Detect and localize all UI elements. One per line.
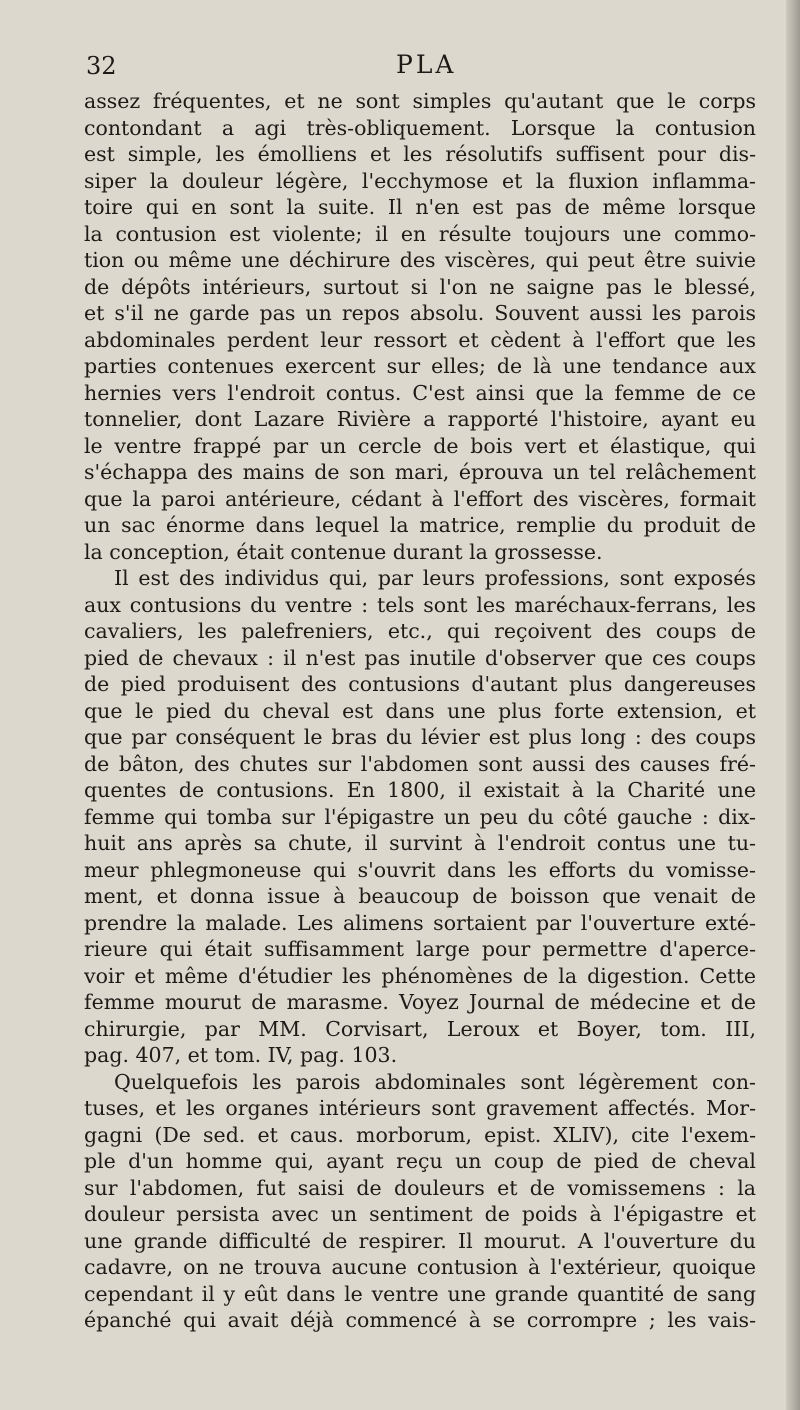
text-line: abdominales perdent leur ressort et cèdent à l'effort que les [84,327,756,352]
text-line: toire qui en sont la suite. Il n'en est pas de même lorsque [84,195,756,219]
text-line: tonnelier, dont Lazare Rivière a rapporté l'histoire, ayant eu [84,407,756,431]
text-line: s'échappa des mains de son mari, éprouva un tel relâchement [84,460,756,484]
text-line: huit ans après sa chute, il survint à l'endroit contus une tu- [84,831,756,855]
text-line: femme mourut de marasme. Voyez Journal de médecine et de [84,990,756,1014]
text-line: que la paroi antérieure, cédant à l'effort des viscères, formait [84,486,756,511]
text-line: que le pied du cheval est dans une plus forte extension, et [84,698,756,723]
paragraph-start-line: Il est des individus qui, par leurs professions, sont exposés [114,566,756,590]
text-line: de pied produisent des contusions d'autant plus dangereuses [84,672,756,696]
text-line: de bâton, des chutes sur l'abdomen sont aussi des causes fré- [84,751,756,776]
text-line: contondant a agi très-obliquement. Lorsque la contusion [84,115,756,140]
text-line: pied de chevaux : il n'est pas inutile d'observer que ces coups [84,645,756,670]
text-line: assez fréquentes, et ne sont simples qu'autant que le corps [84,89,756,113]
paragraph-end-line: pag. 407, et tom. IV, pag. 103. [84,1043,398,1067]
text-line: tion ou même une déchirure des viscères, qui peut être suivie [84,248,756,272]
text-line: cavaliers, les palefreniers, etc., qui reçoivent des coups de [84,619,756,643]
text-line: voir et même d'étudier les phénomènes de la digestion. Cette [84,963,756,988]
text-line: prendre la malade. Les alimens sortaient par l'ouverture exté- [84,910,756,935]
text-line: une grande difficulté de respirer. Il mourut. A l'ouverture du [84,1228,756,1253]
text-line: aux contusions du ventre : tels sont les maréchaux-ferrans, les [84,592,756,617]
page-header [86,48,756,88]
text-line: ple d'un homme qui, ayant reçu un coup de pied de cheval [84,1149,756,1173]
text-line: chirurgie, par MM. Corvisart, Leroux et Boyer, tom. III, [84,1016,756,1041]
text-line: douleur persista avec un sentiment de poids à l'épigastre et [84,1202,756,1226]
text-line: que par conséquent le bras du lévier est plus long : des coups [84,725,756,749]
text-line: et s'il ne garde pas un repos absolu. Souvent aussi les parois [84,301,756,325]
text-line: sur l'abdomen, fut saisi de douleurs et de vomissemens : la [84,1175,756,1200]
running-head: PLA [396,50,457,79]
text-line: femme qui tomba sur l'épigastre un peu du côté gauche : dix- [84,804,756,829]
text-line: cependant il y eût dans le ventre une grande quantité de sang [84,1281,756,1306]
text-line: hernies vers l'endroit contus. C'est ainsi que la femme de ce [84,380,756,405]
text-line: le ventre frappé par un cercle de bois vert et élastique, qui [84,433,756,458]
text-line: parties contenues exercent sur elles; de là une tendance aux [84,354,756,378]
paragraph-start-line: Quelquefois les parois abdominales sont légèrement con- [114,1069,756,1094]
text-line: siper la douleur légère, l'ecchymose et la fluxion inflamma- [84,168,756,193]
text-line: cadavre, on ne trouva aucune contusion à l'extérieur, quoique [84,1255,756,1279]
text-line: ment, et donna issue à beaucoup de boisson que venait de [84,884,756,908]
text-line: tuses, et les organes intérieurs sont gravement affectés. Mor- [84,1096,756,1120]
text-line: la contusion est violente; il en résulte toujours une commo- [84,221,756,246]
text-line: un sac énorme dans lequel la matrice, remplie du produit de [84,513,756,537]
paragraph-end-line: la conception, était contenue durant la grossesse. [84,539,603,564]
text-line: meur phlegmoneuse qui s'ouvrit dans les efforts du vomisse- [84,857,756,882]
text-line: rieure qui était suffisamment large pour permettre d'aperce- [84,937,756,961]
text-line: gagni (De sed. et caus. morborum, epist. XLIV), cite l'exem- [84,1122,756,1147]
page-gutter-shadow [786,0,800,1410]
page-number: 32 [86,52,117,80]
text-line: quentes de contusions. En 1800, il existait à la Charité une [84,778,756,802]
body-text [84,88,756,1334]
text-line: de dépôts intérieurs, surtout si l'on ne saigne pas le blessé, [84,274,756,299]
text-line: est simple, les émolliens et les résolutifs suffisent pour dis- [84,142,756,166]
text-line: épanché qui avait déjà commencé à se corrompre ; les vais- [84,1308,756,1332]
